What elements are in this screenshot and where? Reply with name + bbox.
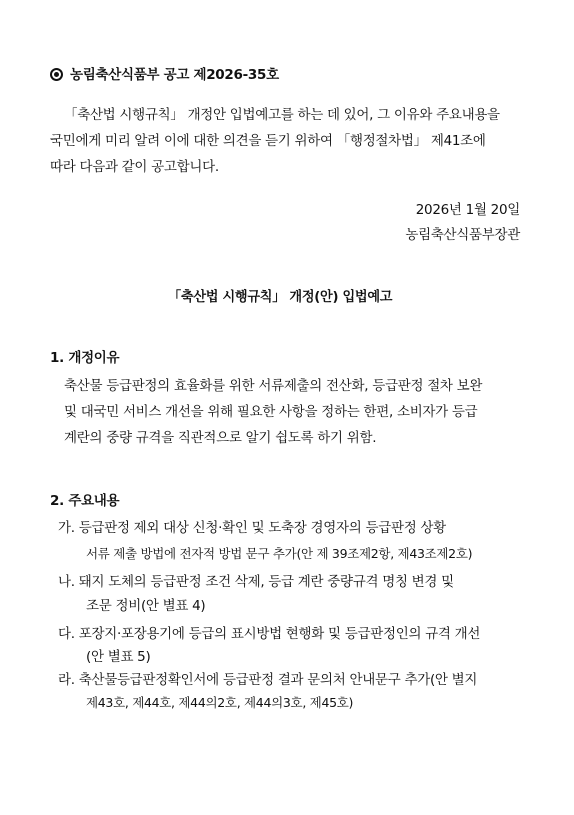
section1-heading: 1. 개정이유: [50, 350, 120, 366]
section1-line-3: 계란의 중량 규격을 직관적으로 알기 쉽도록 하기 위함.: [64, 430, 377, 446]
intro-line-2: 국민에게 미리 알려 이에 대한 의견을 듣기 위하여 「행정절차법」 제41조에: [50, 133, 486, 149]
section1-line-2: 및 대국민 서비스 개선을 위해 필요한 사항을 정하는 한편, 소비자가 등급: [64, 404, 478, 420]
page-title: 「축산법 시행규칙」 개정(안) 입법예고: [168, 289, 393, 305]
item-da-line-2: (안 별표 5): [86, 649, 151, 665]
item-ra-line-1: 라. 축산물등급판정확인서에 등급판정 결과 문의처 안내문구 추가(안 별지: [58, 672, 478, 688]
item-na-line-1: 나. 돼지 도체의 등급판정 조건 삭제, 등급 계란 중량규격 명칭 변경 및: [58, 574, 454, 590]
target-bullet-icon: [50, 68, 63, 81]
item-ga-line-1: 가. 등급판정 제외 대상 신청·확인 및 도축장 경영자의 등급판정 상황: [58, 520, 446, 536]
item-na-line-2: 조문 정비(안 별표 4): [86, 598, 206, 614]
intro-line-1: 「축산법 시행규칙」 개정안 입법예고를 하는 데 있어, 그 이유와 주요내용을: [64, 107, 500, 123]
item-ra-line-2: 제43호, 제44호, 제44의2호, 제44의3호, 제45호): [86, 695, 354, 710]
notice-header-text: 농림축산식품부 공고 제2026-35호: [70, 67, 279, 83]
intro-line-3: 따라 다음과 같이 공고합니다.: [50, 159, 219, 175]
item-ga-line-2: 서류 제출 방법에 전자적 방법 문구 추가(안 제 39조제2항, 제43조제2호): [86, 546, 473, 561]
notice-issuer: 농림축산식품부장관: [405, 227, 520, 243]
item-da-line-1: 다. 포장지·포장용기에 등급의 표시방법 현행화 및 등급판정인의 규격 개선: [58, 626, 481, 642]
notice-date: 2026년 1월 20일: [415, 202, 520, 218]
section1-line-1: 축산물 등급판정의 효율화를 위한 서류제출의 전산화, 등급판정 절차 보완: [64, 378, 483, 394]
section2-heading: 2. 주요내용: [50, 493, 120, 509]
notice-header: [50, 66, 279, 84]
